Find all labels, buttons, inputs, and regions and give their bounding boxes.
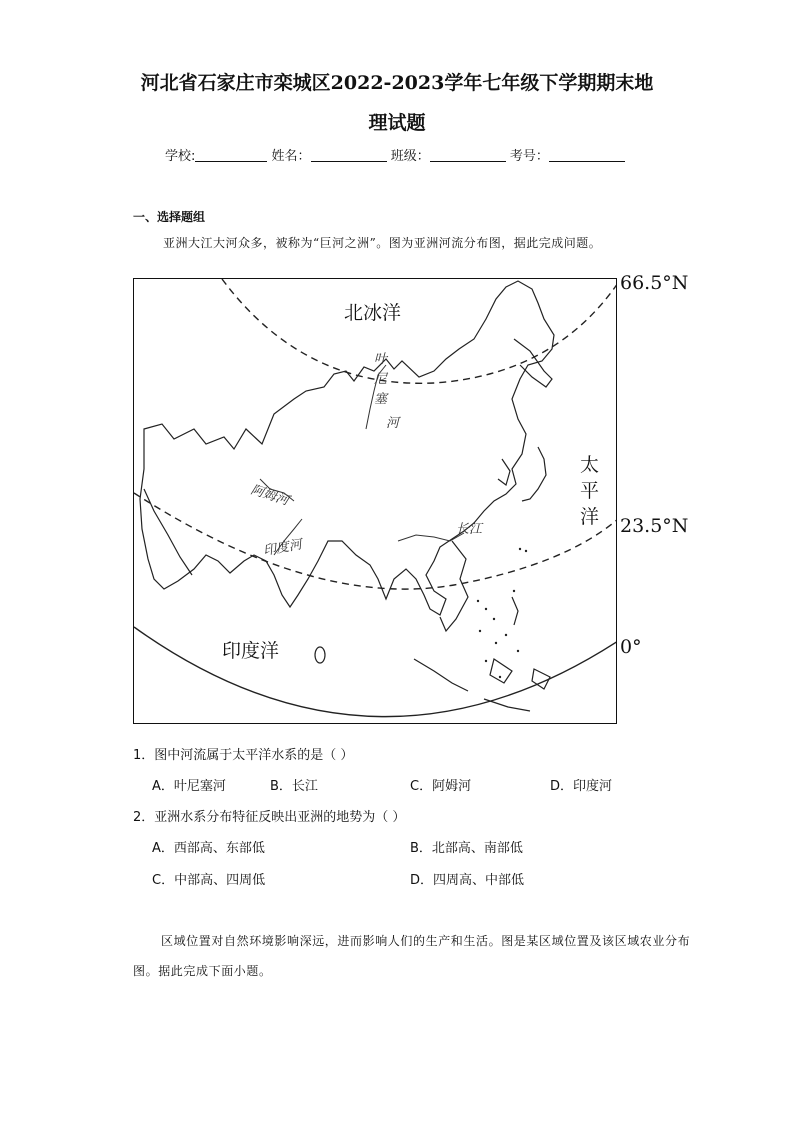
section-intro: 亚洲大江大河众多，被称为“巨河之洲”。图为亚洲河流分布图，据此完成问题。 — [163, 236, 602, 250]
q2-option-c[interactable]: C．中部高、四周低 — [152, 873, 266, 888]
equator-line — [134, 627, 617, 717]
q2-option-b[interactable]: B．北部高、南部低 — [410, 841, 523, 856]
q1-option-a[interactable]: A．叶尼塞河 — [152, 779, 226, 794]
rivers — [260, 365, 464, 555]
latitude-23-label: 23.5°N — [620, 515, 689, 537]
indian-ocean-label: 印度洋 — [222, 640, 280, 662]
class-blank[interactable] — [430, 149, 506, 162]
school-label: 学校: — [165, 149, 196, 164]
next-section-intro — [133, 926, 693, 986]
exam-no-blank[interactable] — [549, 149, 625, 162]
pacific-label-1: 太 — [580, 454, 600, 476]
school-blank[interactable] — [195, 149, 267, 162]
coastline — [140, 281, 554, 711]
asia-river-map — [133, 278, 617, 724]
name-blank[interactable] — [311, 149, 387, 162]
q2-option-d[interactable]: D．四周高、中部低 — [410, 873, 525, 888]
amu-river-label: 阿姆河 — [248, 482, 291, 509]
yangtze-label: 长江 — [456, 522, 483, 537]
q1-option-d[interactable]: D．印度河 — [550, 779, 613, 794]
pacific-label-3: 洋 — [580, 506, 600, 528]
question-1-stem: 1．图中河流属于太平洋水系的是（ ） — [133, 748, 354, 763]
indus-river-label: 印度河 — [262, 537, 304, 559]
pacific-label-2: 平 — [580, 480, 600, 502]
latitude-lines — [134, 279, 617, 589]
arctic-ocean-label: 北冰洋 — [344, 302, 402, 324]
doc-title-line1: 河北省石家庄市栾城区2022-2023学年七年级下学期期末地 — [140, 72, 654, 94]
name-label: 姓名： — [271, 149, 311, 164]
q1-option-b[interactable]: B．长江 — [270, 779, 318, 794]
q2-option-a[interactable]: A．西部高、东部低 — [152, 841, 265, 856]
map-svg — [134, 279, 617, 724]
q1-option-c[interactable]: C．阿姆河 — [410, 779, 472, 794]
section-heading: 一、选择题组 — [133, 210, 206, 224]
doc-title-line2: 理试题 — [368, 112, 426, 134]
yenisei-label-4: 河 — [386, 416, 400, 431]
next-section-intro-text: 区域位置对自然环境影响深远，进而影响人们的生产和生活。图是某区域位置及该区域农业分布图。据此完成下面小题。 — [133, 934, 691, 978]
question-2-stem: 2．亚洲水系分布特征反映出亚洲的地势为（ ） — [133, 810, 406, 825]
class-label: 班级： — [390, 149, 430, 164]
scatter-dots — [477, 548, 527, 678]
arctic-circle-line — [222, 279, 617, 383]
yenisei-label-2: 尼 — [374, 372, 388, 387]
student-info-row — [165, 145, 625, 164]
exam-no-label: 考号： — [509, 149, 549, 164]
yenisei-label-1: 叶 — [374, 352, 388, 367]
latitude-0-label: 0° — [620, 636, 642, 658]
latitude-66-label: 66.5°N — [620, 272, 689, 294]
yenisei-label-3: 塞 — [374, 392, 388, 407]
